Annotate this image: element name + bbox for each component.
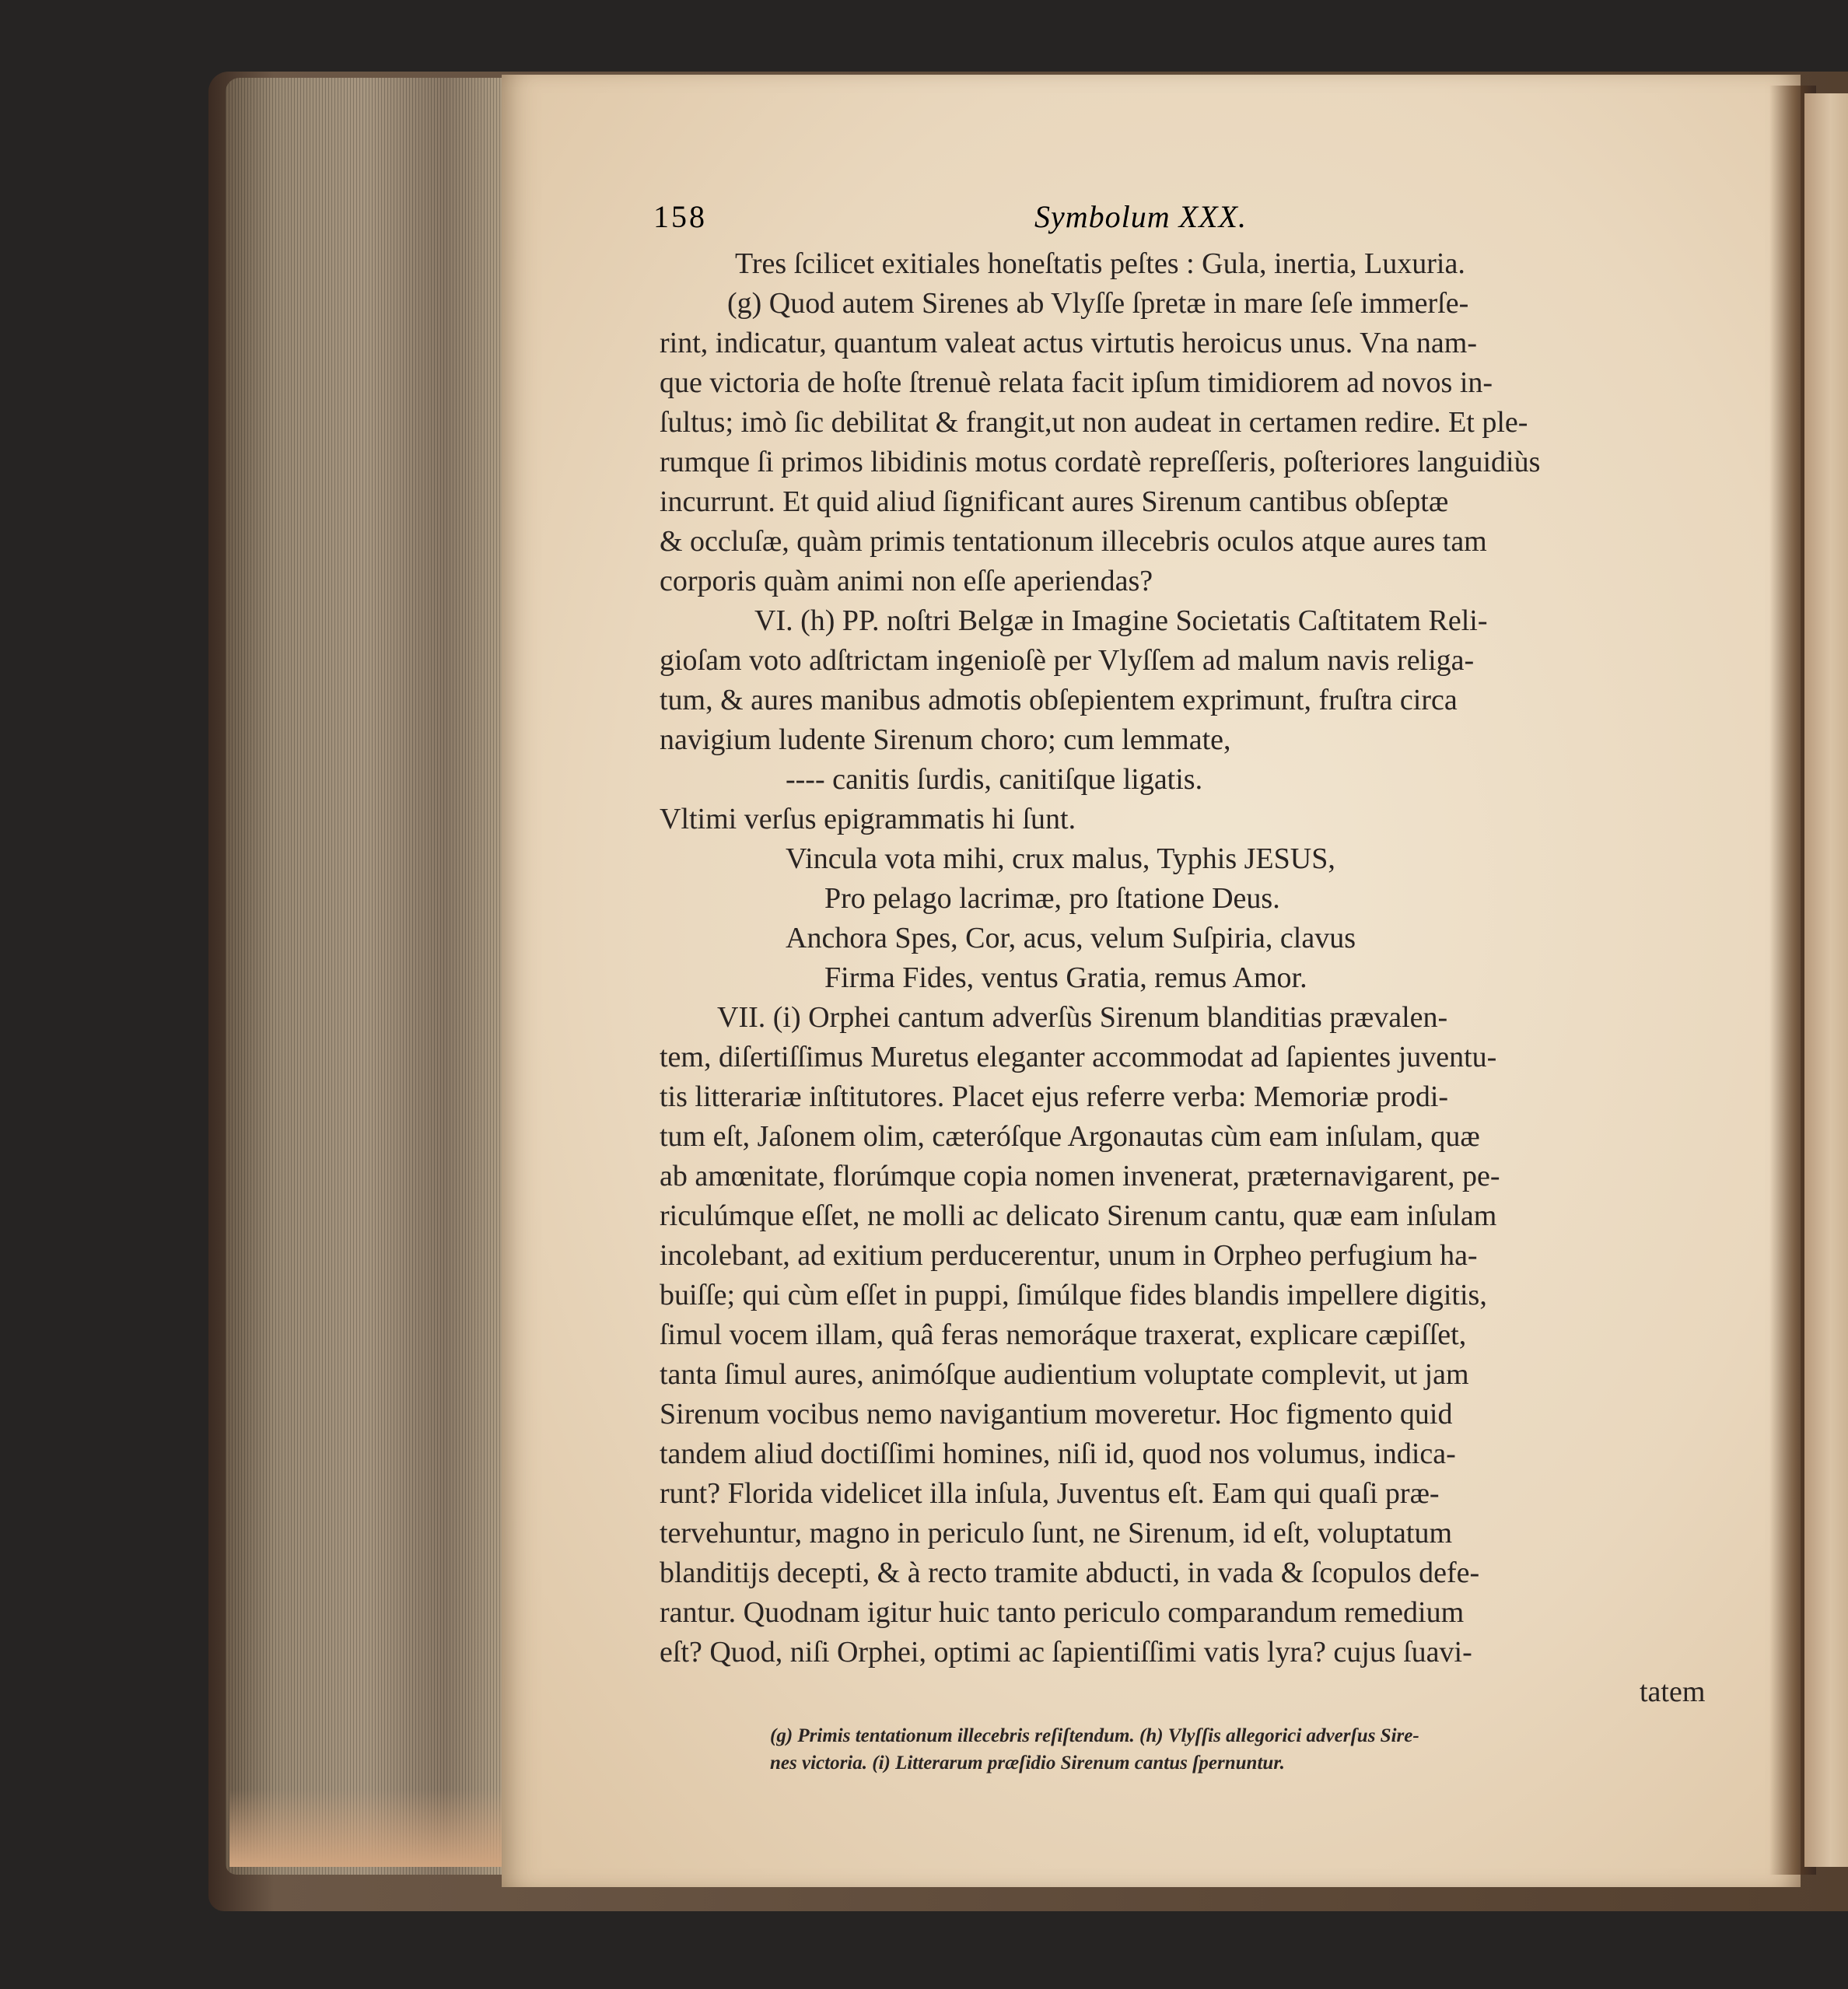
text-line: rint, indicatur, quantum valeat actus virtutis heroicus unus. Vna nam-	[660, 327, 1477, 359]
text-line: riculúmque eſſet, ne molli ac delicato Sirenum cantu, quæ eam inſulam	[660, 1199, 1497, 1232]
text-line: rantur. Quodnam igitur huic tanto periculo comparandum remedium	[660, 1596, 1465, 1629]
page-block-bottom	[229, 1789, 506, 1867]
footnote-line: (g) Primis tentationum illecebris reſiſtendum. (h) Vlyſſis allegorici adverſus Sire-	[770, 1725, 1419, 1746]
verse-line: Firma Fides, ventus Gratia, remus Amor.	[824, 961, 1307, 994]
page-header	[653, 198, 1357, 237]
text-line: incurrunt. Et quid aliud ſignificant aures Sirenum cantibus obſeptæ	[660, 485, 1449, 518]
text-line: tum eſt, Jaſonem olim, cæteróſque Argonautas cùm eam inſulam, quæ	[660, 1120, 1480, 1153]
text-line: eſt? Quod, niſi Orphei, optimi ac ſapientiſſimi vatis lyra? cujus ſuavi-	[660, 1636, 1472, 1669]
text-line: tandem aliud doctiſſimi homines, niſi id, quod nos volumus, indica-	[660, 1437, 1456, 1470]
text-line: blanditijs decepti, & à recto tramite abducti, in vada & ſcopulos defe-	[660, 1557, 1480, 1589]
text-line: tis litterariæ inſtitutores. Placet ejus referre verba: Memoriæ prodi-	[660, 1080, 1449, 1113]
text-line: Sirenum vocibus nemo navigantium moveretur. Hoc figmento quid	[660, 1398, 1453, 1430]
text-line: buiſſe; qui cùm eſſet in puppi, ſimúlque fides blandis impellere digitis,	[660, 1279, 1487, 1311]
page-block-edge	[226, 78, 506, 1875]
text-line: rumque ſi primos libidinis motus cordatè repreſſeris, poſteriores languidiùs	[660, 446, 1541, 478]
text-line: ſultus; imò ſic debilitat & frangit,ut non audeat in certamen redire. Et ple-	[660, 406, 1528, 439]
text-line: tervehuntur, magno in periculo ſunt, ne Sirenum, id eſt, voluptatum	[660, 1517, 1453, 1550]
verse-line: Pro pelago lacrimæ, pro ſtatione Deus.	[824, 882, 1280, 915]
text-line: (g) Quod autem Sirenes ab Vlyſſe ſpretæ in mare ſeſe immerſe-	[727, 287, 1469, 320]
text-line: VII. (i) Orphei cantum adverſùs Sirenum blanditias prævalen-	[717, 1001, 1448, 1034]
text-line: incolebant, ad exitium perducerentur, unum in Orpheo perfugium ha-	[660, 1239, 1478, 1272]
verse-line: Vincula vota mihi, crux malus, Typhis JESUS,	[786, 842, 1335, 875]
text-line: tem, diſertiſſimus Muretus eleganter accommodat ad ſapientes juventu-	[660, 1041, 1497, 1073]
text-line: ---- canitis ſurdis, canitiſque ligatis.	[786, 763, 1203, 796]
right-page-edge	[1804, 93, 1848, 1867]
text-line: Tres ſcilicet exitiales honeſtatis peſtes : Gula, inertia, Luxuria.	[735, 247, 1465, 280]
running-head: Symbolum XXX.	[1034, 199, 1247, 234]
text-line: Vltimi verſus epigrammatis hi ſunt.	[660, 803, 1076, 835]
text-line: runt? Florida videlicet illa inſula, Juventus eſt. Eam qui quaſi præ-	[660, 1477, 1440, 1510]
text-line: que victoria de hoſte ſtrenuè relata facit ipſum timidiorem ad novos in-	[660, 366, 1493, 399]
text-line: corporis quàm animi non eſſe aperiendas?	[660, 565, 1153, 597]
text-line: tanta ſimul aures, animóſque audientium voluptate complevit, ut jam	[660, 1358, 1469, 1391]
text-line: navigium ludente Sirenum choro; cum lemmate,	[660, 723, 1231, 756]
text-line: ab amœnitate, florúmque copia nomen invenerat, præternavigarent, pe-	[660, 1160, 1500, 1192]
catchword: tatem	[1640, 1676, 1706, 1708]
text-line: ſimul vocem illam, quâ feras nemoráque traxerat, explicare cæpiſſet,	[660, 1318, 1467, 1351]
page-number: 158	[653, 199, 707, 234]
text-line: tum, & aures manibus admotis obſepientem exprimunt, fruſtra circa	[660, 684, 1458, 716]
text-line: gioſam voto adſtrictam ingenioſè per Vlyſſem ad malum navis religa-	[660, 644, 1475, 677]
verse-line: Anchora Spes, Cor, acus, velum Suſpiria, clavus	[786, 922, 1356, 954]
footnote-line: nes victoria. (i) Litterarum præſidio Sirenum cantus ſpernuntur.	[770, 1753, 1285, 1774]
text-line: VI. (h) PP. noſtri Belgæ in Imagine Societatis Caſtitatem Reli-	[754, 604, 1488, 637]
text-line: & occluſæ, quàm primis tentationum illecebris oculos atque aures tam	[660, 525, 1487, 558]
